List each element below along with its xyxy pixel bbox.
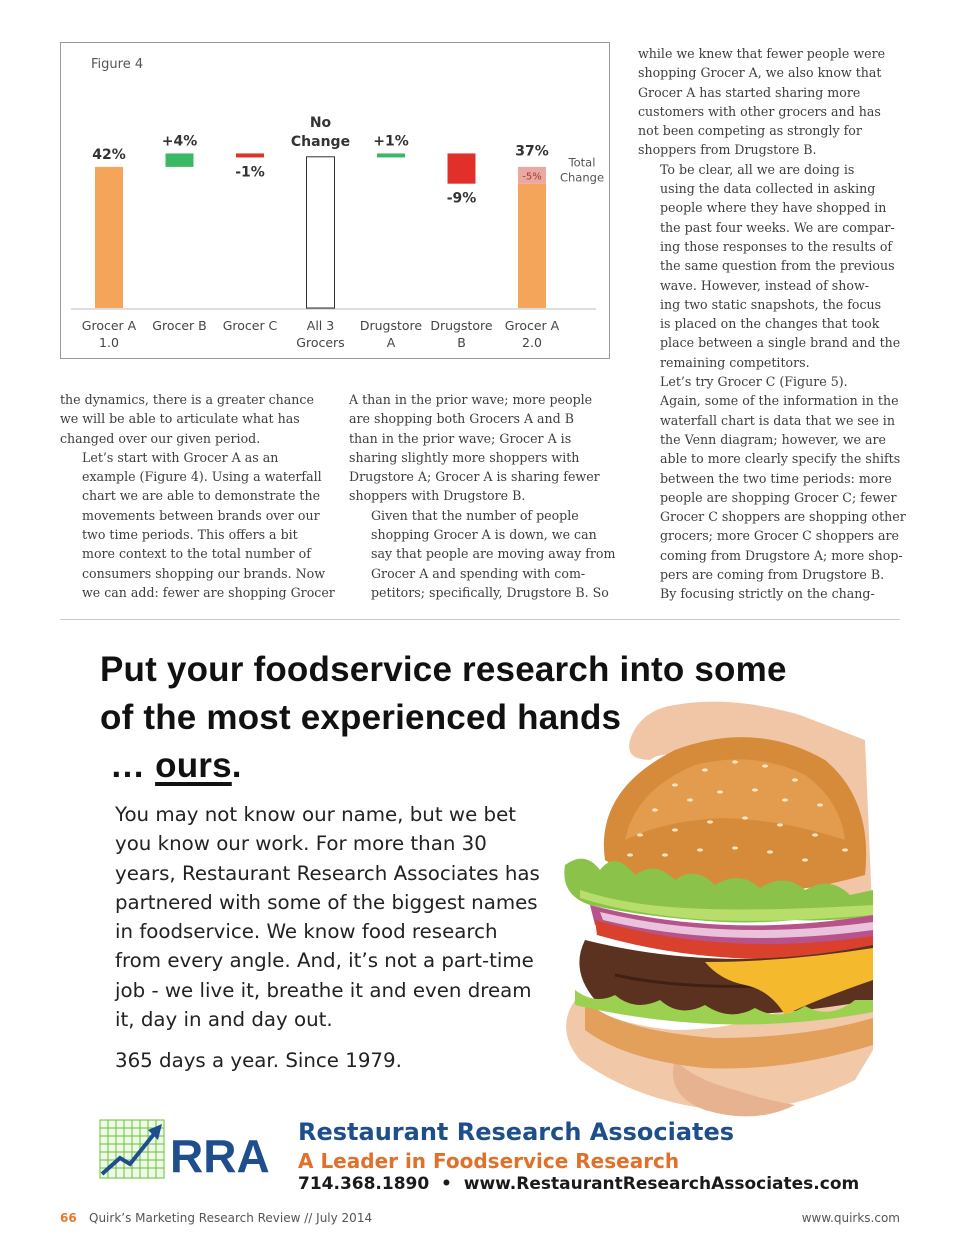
- text-line: By focusing strictly on the chang-: [660, 586, 875, 602]
- text-line: customers with other grocers and has: [638, 103, 881, 119]
- text-line: job - we live it, breathe it and even dream: [115, 978, 532, 1002]
- category-label: A: [386, 335, 396, 350]
- waterfall-bar: [236, 153, 264, 157]
- ad-headline-line: of the most experienced hands: [100, 698, 622, 737]
- data-label: -1%: [235, 164, 265, 181]
- paragraph: [638, 44, 908, 160]
- text-line: Grocer C shoppers are shopping other: [660, 509, 906, 525]
- data-label: Change: [290, 133, 351, 150]
- figure-label: Figure 4: [91, 57, 144, 72]
- text-line: consumers shopping our brands. Now: [82, 565, 326, 581]
- category-label: All 3: [306, 318, 335, 333]
- text-line: than in the prior wave; Grocer A is: [349, 430, 572, 446]
- data-label: 37%: [515, 143, 549, 160]
- rra-logo-graphic: [98, 1118, 288, 1182]
- text-line: coming from Drugstore A; more shop-: [660, 547, 903, 563]
- category-label: Grocer C: [222, 318, 278, 333]
- company-tagline: A Leader in Foodservice Research: [298, 1149, 680, 1173]
- waterfall-chart: [61, 43, 609, 358]
- figure-4: [60, 42, 610, 359]
- text-line: shopping Grocer A is down, we can: [371, 527, 597, 543]
- text-line: the past four weeks. We are compar-: [660, 219, 895, 235]
- text-line: people are shopping Grocer C; fewer: [660, 489, 897, 505]
- rra-logo: [98, 1118, 288, 1186]
- category-label: Drugstore: [359, 318, 423, 333]
- company-name: Restaurant Research Associates: [298, 1118, 735, 1146]
- paragraph: [638, 160, 908, 372]
- text-line: remaining competitors.: [660, 354, 810, 370]
- paragraph: [638, 372, 908, 584]
- paragraph: [60, 448, 335, 602]
- section-divider: [60, 619, 900, 620]
- footer-url[interactable]: www.quirks.com: [801, 1211, 900, 1225]
- data-label: -9%: [446, 190, 477, 207]
- waterfall-bar: [95, 167, 123, 308]
- text-line: are shopping both Grocers A and B: [349, 411, 574, 427]
- text-line: place between a single brand and the: [660, 335, 901, 351]
- text-line: while we knew that fewer people were: [638, 46, 886, 61]
- ad-tagline: 365 days a year. Since 1979.: [115, 1049, 402, 1073]
- ad-headline-line: Put your foodservice research into some: [100, 650, 787, 689]
- text-line: more context to the total number of: [82, 546, 311, 562]
- paragraph: [638, 584, 908, 603]
- data-label: 42%: [92, 146, 126, 163]
- ad-headline-period: .: [231, 746, 242, 785]
- waterfall-bar: [518, 184, 546, 308]
- text-line: chart we are able to demonstrate the: [82, 488, 321, 504]
- text-line: not been competing as strongly for: [638, 123, 862, 139]
- category-label: Grocer A: [504, 318, 560, 333]
- text-line: grocers; more Grocer C shoppers are: [660, 528, 899, 544]
- text-line: ing two static snapshots, the focus: [660, 296, 882, 312]
- bullet-separator: •: [441, 1174, 452, 1194]
- category-label: Grocers: [296, 335, 345, 350]
- text-line: we can add: fewer are shopping Grocer: [82, 584, 335, 600]
- text-line: it, day in and day out.: [115, 1008, 333, 1032]
- text-line: is placed on the changes that took: [660, 316, 880, 332]
- text-line: changed over our given period.: [60, 430, 261, 446]
- ad-headline-ours: ours: [155, 746, 232, 785]
- data-label: +4%: [161, 133, 198, 150]
- text-line: Grocer A and spending with com-: [371, 565, 586, 581]
- ad-headline-ellipsis: …: [110, 746, 156, 785]
- category-label: Grocer B: [152, 318, 207, 333]
- text-line: people where they have shopped in: [660, 200, 887, 216]
- text-line: years, Restaurant Research Associates has: [115, 861, 540, 885]
- waterfall-bar: [377, 153, 405, 157]
- text-line: Grocer A has started sharing more: [638, 84, 861, 100]
- text-line: we will be able to articulate what has: [60, 411, 300, 427]
- company-contact: [298, 1174, 859, 1194]
- text-line: wave. However, instead of show-: [660, 277, 869, 293]
- waterfall-bar: [448, 153, 476, 183]
- rra-logo-letters: RRA: [170, 1130, 270, 1182]
- category-label: B: [457, 335, 466, 350]
- website-link[interactable]: www.RestaurantResearchAssociates.com: [463, 1174, 860, 1194]
- paragraph: [349, 390, 619, 506]
- text-column-3: [638, 44, 908, 604]
- text-column-2: [349, 390, 619, 602]
- text-line: you know our work. For more than 30: [115, 832, 487, 856]
- ad-body-paragraph: [115, 800, 555, 1034]
- waterfall-bar: [166, 153, 194, 166]
- text-line: ing those responses to the results of: [660, 238, 893, 254]
- category-label: Grocer A: [81, 318, 137, 333]
- text-line: in foodservice. We know food research: [115, 920, 498, 944]
- text-line: You may not know our name, but we bet: [115, 803, 517, 826]
- phone-number: 714.368.1890: [298, 1174, 430, 1194]
- text-line: example (Figure 4). Using a waterfall: [82, 469, 322, 485]
- text-line: Let’s start with Grocer A as an: [82, 449, 279, 465]
- total-change-label: -5%: [522, 171, 542, 183]
- text-line: shoppers from Drugstore B.: [638, 142, 817, 158]
- category-label: 2.0: [522, 335, 542, 350]
- category-label: Drugstore: [430, 318, 493, 333]
- text-column-1: [60, 390, 335, 602]
- text-line: sharing slightly more shoppers with: [349, 449, 580, 465]
- text-line: able to more clearly specify the shifts: [660, 451, 901, 467]
- publication-info: Quirk’s Marketing Research Review // July 2014: [89, 1211, 373, 1225]
- text-line: between the two time periods: more: [660, 470, 892, 486]
- rra-advertisement: [60, 630, 900, 1200]
- text-line: using the data collected in asking: [660, 181, 876, 197]
- text-line: say that people are moving away from: [371, 546, 616, 562]
- text-line: petitors; specifically, Drugstore B. So: [371, 584, 609, 600]
- data-label: No: [309, 114, 332, 131]
- text-line: waterfall chart is data that we see in: [660, 412, 895, 428]
- text-line: the same question from the previous: [660, 258, 895, 274]
- paragraph: [60, 390, 330, 448]
- text-line: Let’s try Grocer C (Figure 5).: [660, 374, 848, 390]
- waterfall-bar: [307, 157, 335, 308]
- paragraph: [349, 506, 619, 602]
- text-line: movements between brands over our: [82, 507, 320, 523]
- text-line: pers are coming from Drugstore B.: [660, 567, 885, 583]
- burger-in-hands-image: [555, 700, 875, 1150]
- text-line: A than in the prior wave; more people: [349, 392, 593, 407]
- text-line: Given that the number of people: [371, 507, 579, 523]
- page-number: 66: [60, 1211, 77, 1225]
- text-line: shoppers with Drugstore B.: [349, 488, 526, 504]
- text-line: Drugstore A; Grocer A is sharing fewer: [349, 469, 600, 485]
- text-line: from every angle. And, it’s not a part-time: [115, 949, 534, 973]
- total-change-caption: Total: [568, 155, 596, 170]
- category-label: 1.0: [99, 335, 119, 350]
- text-line: partnered with some of the biggest names: [115, 890, 538, 914]
- data-label: +1%: [373, 133, 409, 150]
- text-line: two time periods. This offers a bit: [82, 527, 298, 543]
- ad-body-copy: [115, 800, 555, 1076]
- text-line: the dynamics, there is a greater chance: [60, 392, 314, 407]
- text-line: the Venn diagram; however, we are: [660, 431, 886, 447]
- text-line: To be clear, all we are doing is: [660, 161, 855, 177]
- text-line: Again, some of the information in the: [660, 393, 899, 409]
- text-line: shopping Grocer A, we also know that: [638, 65, 882, 81]
- total-change-caption: Change: [559, 170, 605, 185]
